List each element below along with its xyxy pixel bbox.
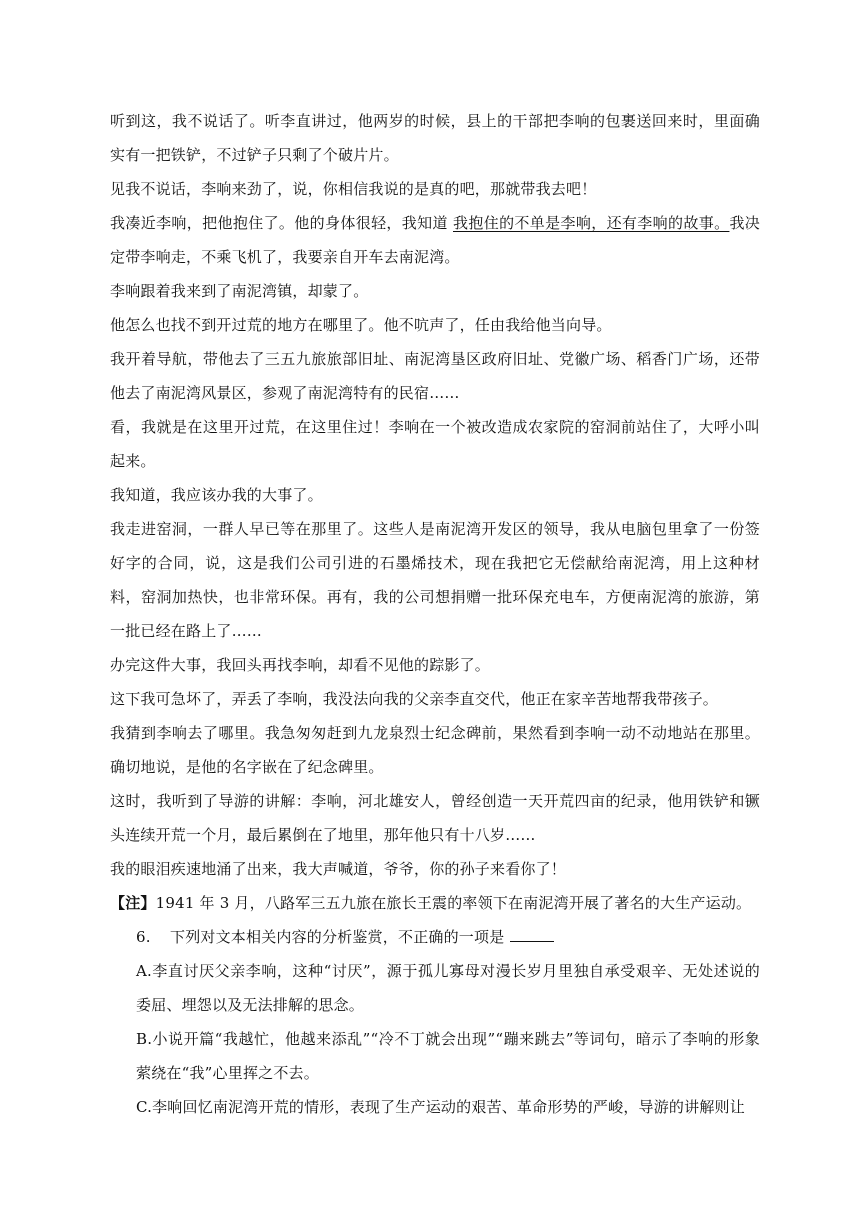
paragraph-4: 李响跟着我来到了南泥湾镇，却蒙了。 [110,282,369,300]
underlined-sentence: 我抱住的不单是李响，还有李响的故事。 [453,214,730,232]
paragraph-6: 我开着导航，带他去了三五九旅旅部旧址、南泥湾垦区政府旧址、党徽广场、稻香门广场，还带他去了南泥湾风景区，参观了南泥湾特有的民宿…… [110,350,760,402]
answer-blank[interactable] [510,927,554,942]
paragraph-7: 看，我就是在这里开过荒，在这里住过！李响在一个被改造成农家院的窑洞前站住了，大呼小叫起来。 [110,418,760,470]
paragraph-14: 我的眼泪疾速地涌了出来，我大声喊道，爷爷，你的孙子来看你了！ [110,860,567,878]
note-text: 1941 年 3 月，八路军三五九旅在旅长王震的率领下在南泥湾开展了著名的大生产运动。 [155,894,752,912]
paragraph-5: 他怎么也找不到开过荒的地方在哪里了。他不吭声了，任由我给他当向导。 [110,316,612,334]
paragraph-11: 这下我可急坏了，弄丢了李响，我没法向我的父亲李直交代，他正在家辛苦地帮我带孩子。 [110,690,719,708]
option-b: B.小说开篇“我越忙，他越来添乱”“冷不丁就会出现”“蹦来跳去”等词句，暗示了李响的形象萦绕在“我”心里挥之不去。 [136,1030,760,1082]
paragraph-1: 听到这，我不说话了。听李直讲过，他两岁的时候，县上的干部把李响的包裹送回来时，里面确实有一把铁铲，不过铲子只剩了个破片片。 [110,112,760,164]
paragraph-3 [110,206,760,274]
paragraph-2: 见我不说话，李响来劲了，说，你相信我说的是真的吧，那就带我去吧！ [110,180,597,198]
paragraph-8: 我知道，我应该办我的大事了。 [110,486,323,504]
option-c: C.李响回忆南泥湾开荒的情形，表现了生产运动的艰苦、革命形势的严峻，导游的讲解则让 [136,1098,745,1116]
note [110,886,760,920]
paragraph-13: 这时，我听到了导游的讲解：李响，河北雄安人，曾经创造一天开荒四亩的纪录，他用铁铲和镢头连续开荒一个月，最后累倒在了地里，那年他只有十八岁…… [110,792,760,844]
question-text: 下列对文本相关内容的分析鉴赏，不正确的一项是 [170,928,505,946]
paragraph-12: 我猜到李响去了哪里。我急匆匆赶到九龙泉烈士纪念碑前，果然看到李响一动不动地站在那里。确切地说，是他的名字嵌在了纪念碑里。 [110,724,760,776]
note-label: 【注】 [110,894,156,912]
paragraph-3-after: 我决定带李响走，不乘飞机了，我要亲自开车去南泥湾。 [110,214,760,266]
option-a: A.李直讨厌父亲李响，这种“讨厌”，源于孤儿寡母对漫长岁月里独自承受艰辛、无处述说的委屈、埋怨以及无法排解的思念。 [136,962,760,1014]
document-page [110,104,760,1124]
paragraph-3-before: 我凑近李响，把他抱住了。他的身体很轻，我知道 [110,214,453,232]
paragraph-9: 我走进窑洞，一群人早已等在那里了。这些人是南泥湾开发区的领导，我从电脑包里拿了一份签好字的合同，说，这是我们公司引进的石墨烯技术，现在我把它无偿献给南泥湾，用上这种材料，窑洞加热快，也非常环保。再有，我的公司想捐赠一批环保充电车，方便南泥湾的旅游，第一批已经在路上了…… [110,520,760,640]
question-stem [110,920,760,954]
question-number: 6. [136,928,151,946]
paragraph-10: 办完这件大事，我回头再找李响，却看不见他的踪影了。 [110,656,491,674]
